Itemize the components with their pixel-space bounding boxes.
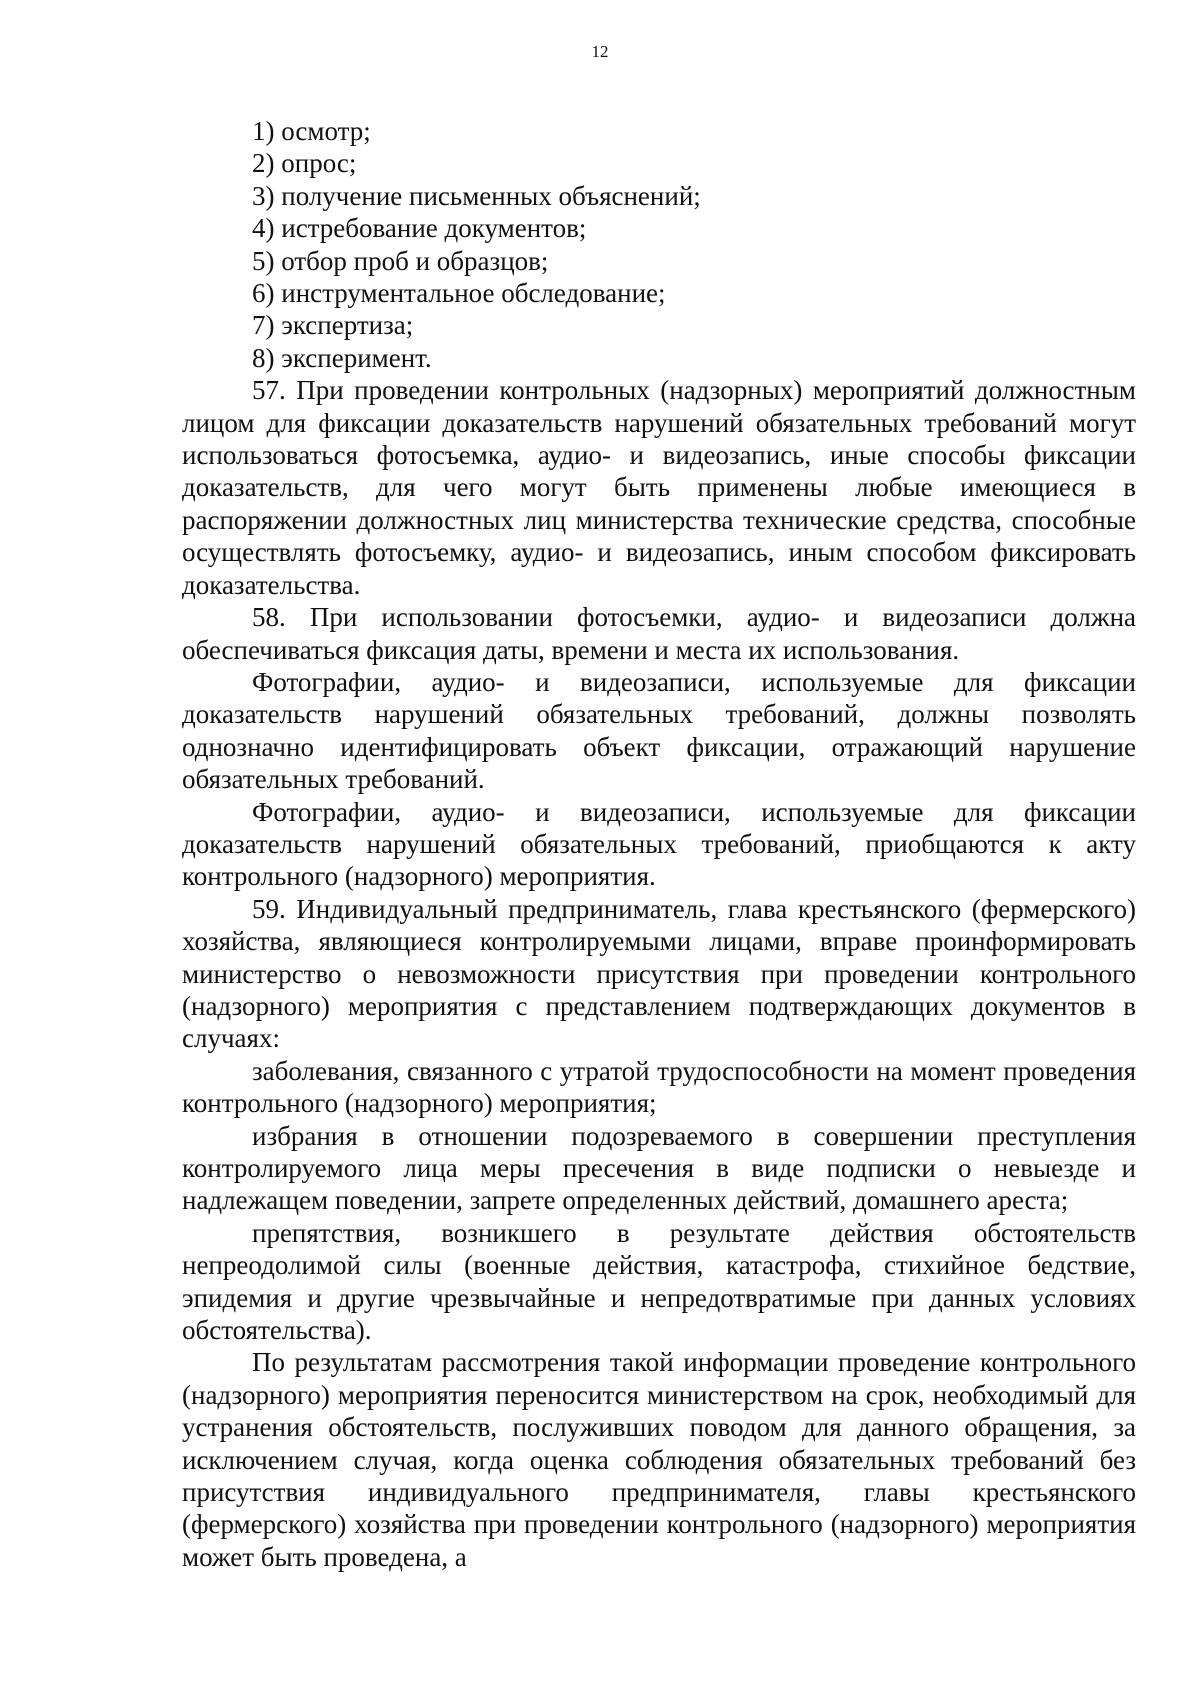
paragraph-postponement: По результатам рассмотрения такой информации проведение контрольного (надзорного) мероприятия переносится министерством на срок, необходимый для устранения обстоятельств, послуживших поводом для данного обращения, за исключением случая, когда оценка соблюдения обязательных требований без присутствия индивидуального предпринимателя, главы крестьянского (фермерского) хозяйства при проведении контрольного (надзорного) мероприятия может быть проведена, а (182, 1347, 1136, 1572)
paragraph-58: 58. При использовании фотосъемки, аудио- и видеозаписи должна обеспечиваться фиксация даты, времени и места их использования. (182, 602, 1136, 665)
list-item-sampling: 5) отбор проб и образцов; (252, 245, 549, 276)
list-item-expertise: 7) экспертиза; (252, 310, 414, 341)
list-item-inspection: 1) осмотр; (252, 116, 371, 146)
paragraph-57: 57. При проведении контрольных (надзорных) мероприятий должностным лицом для фиксации доказательств нарушений обязательных требований могут использоваться фотосъемка, аудио- и видеозапись, иные способы фиксации доказательств, для чего могут быть применены любые имеющиеся в распоряжении должностных лиц министерства технические средства, способные осуществлять фотосъемку, аудио- и видеозапись, иным способом фиксировать доказательства. (182, 375, 1136, 600)
list-item-experiment: 8) эксперимент. (252, 342, 432, 373)
paragraph-59: 59. Индивидуальный предприниматель, глава крестьянского (фермерского) хозяйства, являющиеся контролируемыми лицами, вправе проинформировать министерство о невозможности присутствия при проведении контрольного (надзорного) мероприятия с представлением подтверждающих документов в случаях: (182, 893, 1136, 1054)
paragraph-case-force-majeure: препятствия, возникшего в результате действия обстоятельств непреодолимой силы (военные действия, катастрофа, стихийное бедствие, эпидемия и другие чрезвычайные и непредотвратимые при данных условиях обстоятельства). (182, 1217, 1136, 1346)
page-number: 12 (591, 42, 609, 61)
paragraph-case-preventive-measure: избрания в отношении подозреваемого в совершении преступления контролируемого лица меры пресечения в виде подписки о невыезде и надлежащем поведении, запрете определенных действий, домашнего ареста; (182, 1120, 1136, 1216)
document-body (182, 115, 1136, 1573)
list-item-instrumental-examination: 6) инструментальное обследование; (252, 278, 666, 309)
list-item-document-request: 4) истребование документов; (252, 213, 587, 244)
paragraph-photos-attached: Фотографии, аудио- и видеозаписи, используемые для фиксации доказательств нарушений обязательных требований, приобщаются к акту контрольного (надзорного) мероприятия. (182, 796, 1136, 892)
paragraph-photos-identification: Фотографии, аудио- и видеозаписи, используемые для фиксации доказательств нарушений обязательных требований, должны позволять однозначно идентифицировать объект фиксации, отражающий нарушение обязательных требований. (182, 666, 1136, 795)
paragraph-case-illness: заболевания, связанного с утратой трудоспособности на момент проведения контрольного (надзорного) мероприятия; (182, 1055, 1136, 1119)
list-item-written-explanations: 3) получение письменных объяснений; (252, 180, 701, 211)
list-item-survey: 2) опрос; (252, 148, 357, 179)
